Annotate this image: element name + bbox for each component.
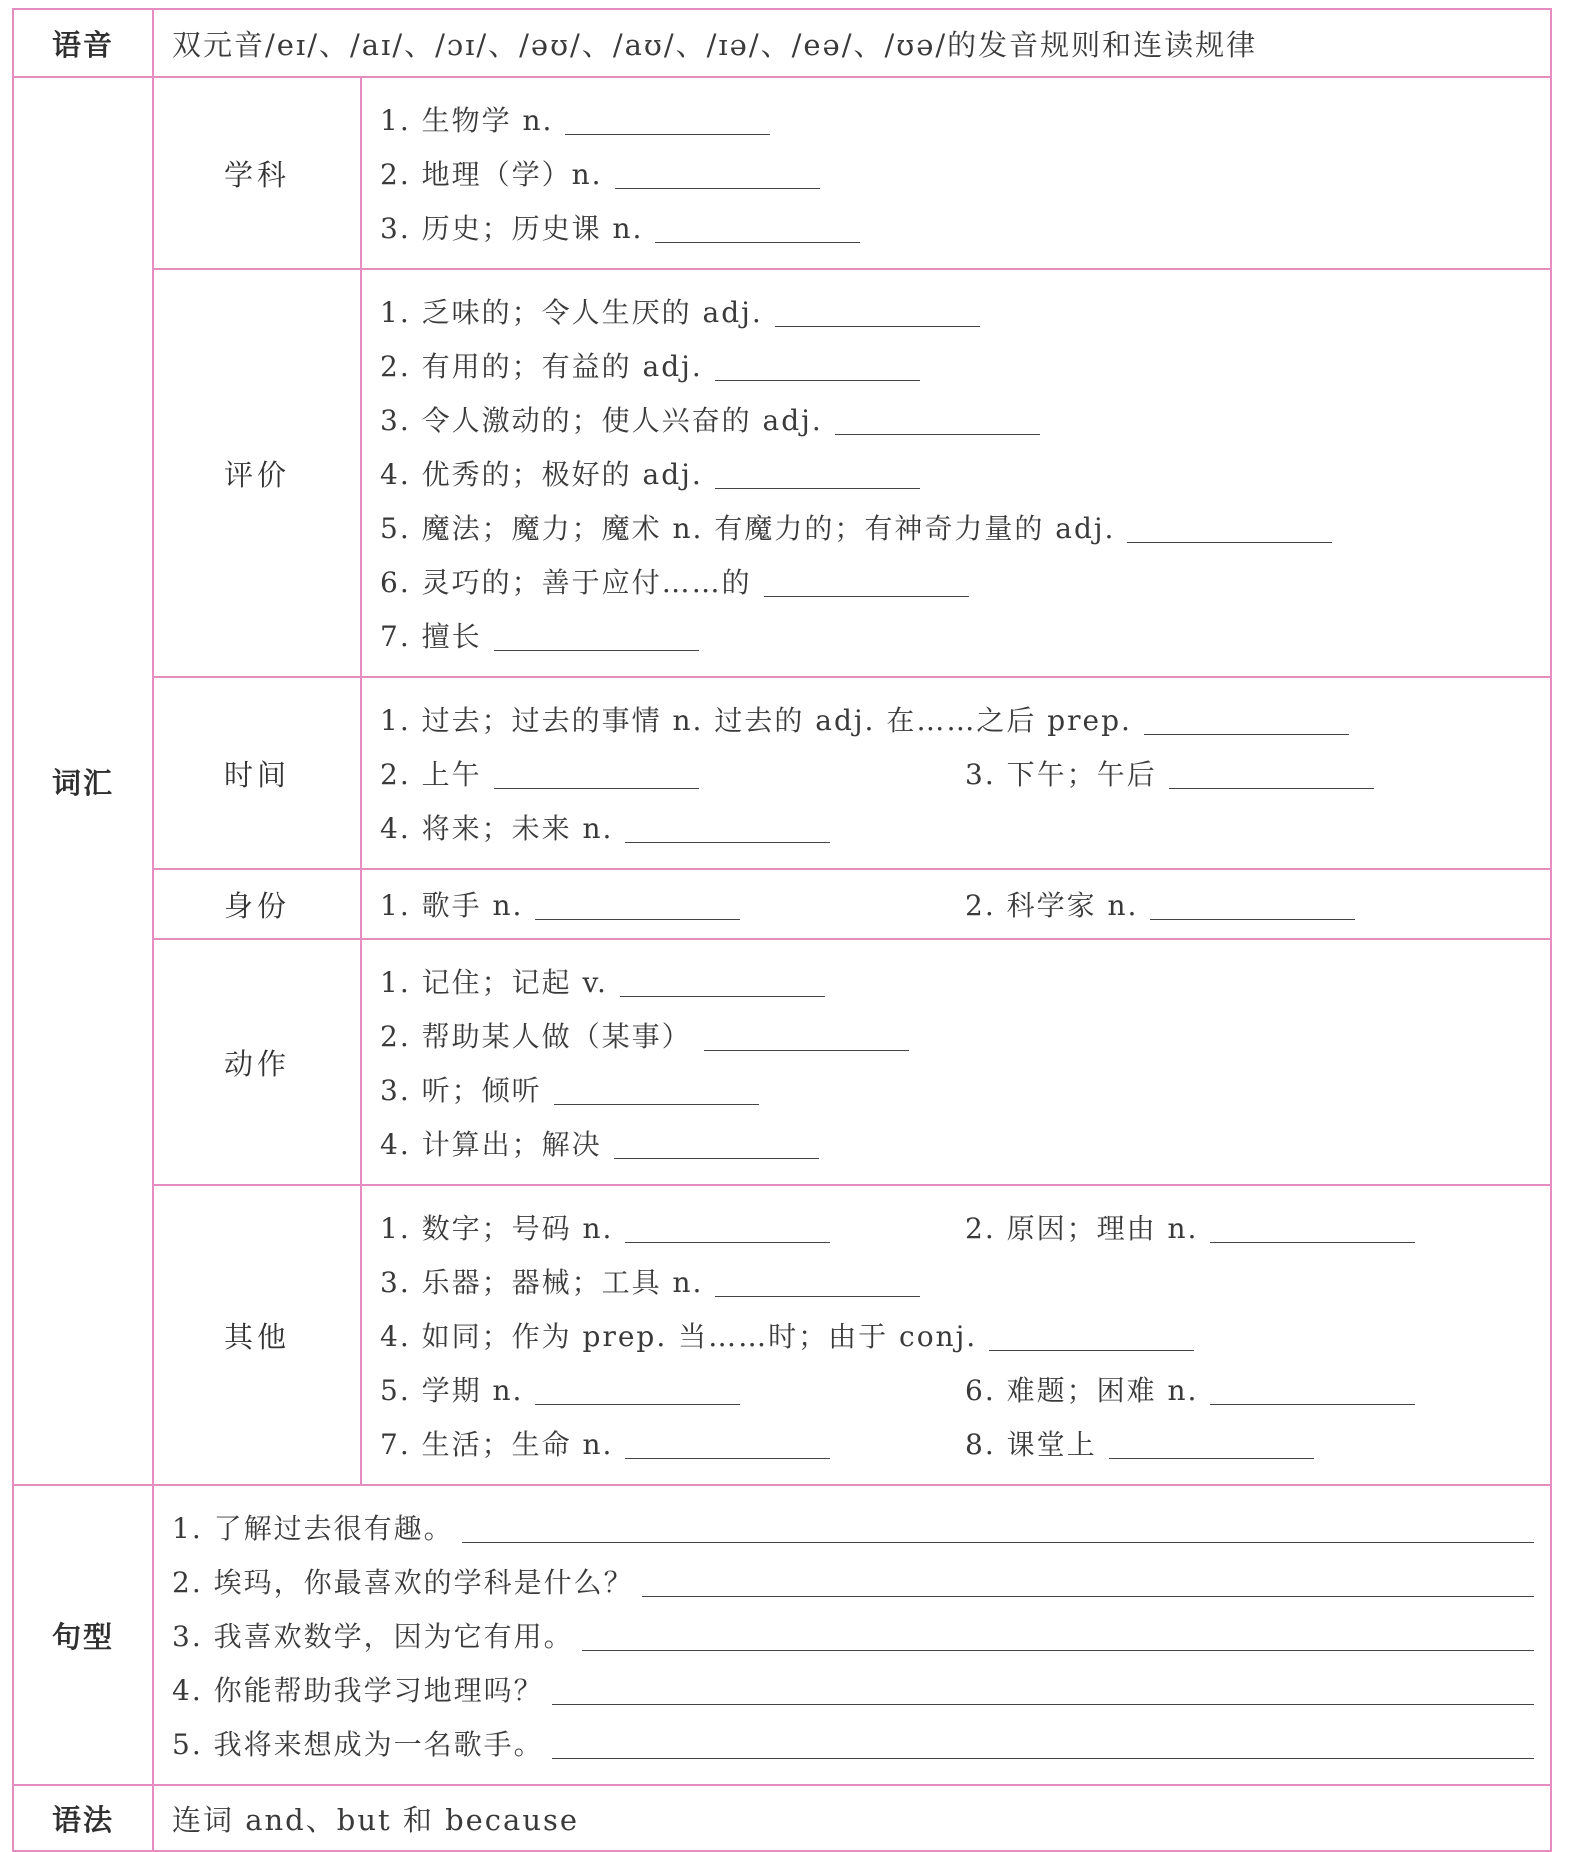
subcategory-qita: 其他 [153, 1185, 361, 1485]
vocab-item: 4. 如同；作为 prep. 当……时；由于 conj. [380, 1308, 1550, 1362]
sentence-item: 1. 了解过去很有趣。 [172, 1500, 1550, 1554]
row-shenfen [13, 869, 1551, 939]
answer-blank[interactable] [625, 812, 830, 843]
answer-blank[interactable] [1210, 1212, 1415, 1243]
category-juxing: 句型 [13, 1485, 153, 1785]
answer-blank[interactable] [715, 458, 920, 489]
qita-items [361, 1185, 1551, 1485]
answer-blank[interactable] [1169, 758, 1374, 789]
vocab-item: 1. 乏味的；令人生厌的 adj. [380, 284, 1550, 338]
subcategory-shenfen: 身份 [153, 869, 361, 939]
vocab-item: 1. 歌手 n. [380, 884, 965, 924]
yuyin-content: 双元音/eɪ/、/aɪ/、/ɔɪ/、/əʊ/、/aʊ/、/ɪə/、/eə/、/ʊə/的发音规则和连读规律 [153, 9, 1551, 77]
answer-blank[interactable] [989, 1320, 1194, 1351]
subcategory-pingjia: 评价 [153, 269, 361, 677]
shijian-items [361, 677, 1551, 869]
answer-blank[interactable] [1150, 889, 1355, 920]
answer-blank[interactable] [494, 620, 699, 651]
vocab-item: 4. 计算出；解决 [380, 1116, 1550, 1170]
vocab-item: 3. 下午；午后 [965, 753, 1550, 793]
vocab-item: 2. 原因；理由 n. [965, 1207, 1550, 1247]
row-dongzuo [13, 939, 1551, 1185]
vocab-item: 2. 上午 [380, 753, 965, 793]
answer-blank[interactable] [625, 1212, 830, 1243]
answer-line[interactable] [642, 1566, 1534, 1597]
vocab-item: 4. 优秀的；极好的 adj. [380, 446, 1550, 500]
category-yuyin: 语音 [13, 9, 153, 77]
answer-blank[interactable] [614, 1128, 819, 1159]
answer-blank[interactable] [565, 104, 770, 135]
answer-blank[interactable] [715, 1266, 920, 1297]
answer-blank[interactable] [1210, 1374, 1415, 1405]
row-juxing [13, 1485, 1551, 1785]
vocab-item: 1. 生物学 n. [380, 92, 1550, 146]
category-cihui: 词汇 [13, 77, 153, 1485]
answer-blank[interactable] [535, 889, 740, 920]
answer-blank[interactable] [625, 1428, 830, 1459]
answer-blank[interactable] [620, 966, 825, 997]
vocab-item: 2. 帮助某人做（某事） [380, 1008, 1550, 1062]
vocab-item: 2. 地理（学）n. [380, 146, 1550, 200]
vocab-item: 5. 魔法；魔力；魔术 n. 有魔力的；有神奇力量的 adj. [380, 500, 1550, 554]
answer-blank[interactable] [494, 758, 699, 789]
sentence-item: 5. 我将来想成为一名歌手。 [172, 1716, 1550, 1770]
row-qita [13, 1185, 1551, 1485]
answer-blank[interactable] [554, 1074, 759, 1105]
answer-line[interactable] [552, 1728, 1534, 1759]
subcategory-shijian: 时间 [153, 677, 361, 869]
shenfen-items [361, 869, 1551, 939]
vocab-item: 3. 历史；历史课 n. [380, 200, 1550, 254]
answer-blank[interactable] [1109, 1428, 1314, 1459]
juxing-items [153, 1485, 1551, 1785]
vocab-item: 7. 擅长 [380, 608, 1550, 662]
pingjia-items [361, 269, 1551, 677]
subcategory-xueke: 学科 [153, 77, 361, 269]
category-yufa: 语法 [13, 1785, 153, 1851]
answer-blank[interactable] [775, 296, 980, 327]
vocab-item: 1. 数字；号码 n. [380, 1207, 965, 1247]
row-yufa [13, 1785, 1551, 1851]
row-yuyin [13, 9, 1551, 77]
sentence-item: 2. 埃玛，你最喜欢的学科是什么？ [172, 1554, 1550, 1608]
worksheet [12, 8, 1550, 1837]
answer-blank[interactable] [704, 1020, 909, 1051]
vocab-item: 1. 过去；过去的事情 n. 过去的 adj. 在……之后 prep. [380, 692, 1550, 746]
vocab-item: 6. 难题；困难 n. [965, 1369, 1550, 1409]
review-table [12, 8, 1552, 1852]
subcategory-dongzuo: 动作 [153, 939, 361, 1185]
answer-blank[interactable] [764, 566, 969, 597]
dongzuo-items [361, 939, 1551, 1185]
sentence-item: 3. 我喜欢数学，因为它有用。 [172, 1608, 1550, 1662]
row-xueke [13, 77, 1551, 269]
vocab-item: 4. 将来；未来 n. [380, 800, 1550, 854]
xueke-items [361, 77, 1551, 269]
row-pingjia [13, 269, 1551, 677]
answer-line[interactable] [462, 1512, 1534, 1543]
vocab-item: 3. 令人激动的；使人兴奋的 adj. [380, 392, 1550, 446]
yufa-content: 连词 and、but 和 because [153, 1785, 1551, 1851]
answer-line[interactable] [582, 1620, 1534, 1651]
row-shijian [13, 677, 1551, 869]
vocab-item: 8. 课堂上 [965, 1423, 1550, 1463]
answer-blank[interactable] [715, 350, 920, 381]
vocab-item: 3. 乐器；器械；工具 n. [380, 1254, 1550, 1308]
answer-blank[interactable] [535, 1374, 740, 1405]
vocab-item: 1. 记住；记起 v. [380, 954, 1550, 1008]
answer-blank[interactable] [1144, 704, 1349, 735]
vocab-item: 6. 灵巧的；善于应付……的 [380, 554, 1550, 608]
sentence-item: 4. 你能帮助我学习地理吗？ [172, 1662, 1550, 1716]
answer-blank[interactable] [615, 158, 820, 189]
answer-blank[interactable] [835, 404, 1040, 435]
vocab-item: 3. 听；倾听 [380, 1062, 1550, 1116]
answer-blank[interactable] [655, 212, 860, 243]
vocab-item: 7. 生活；生命 n. [380, 1423, 965, 1463]
answer-line[interactable] [552, 1674, 1534, 1705]
answer-blank[interactable] [1127, 512, 1332, 543]
vocab-item: 2. 有用的；有益的 adj. [380, 338, 1550, 392]
vocab-item: 5. 学期 n. [380, 1369, 965, 1409]
vocab-item: 2. 科学家 n. [965, 884, 1550, 924]
